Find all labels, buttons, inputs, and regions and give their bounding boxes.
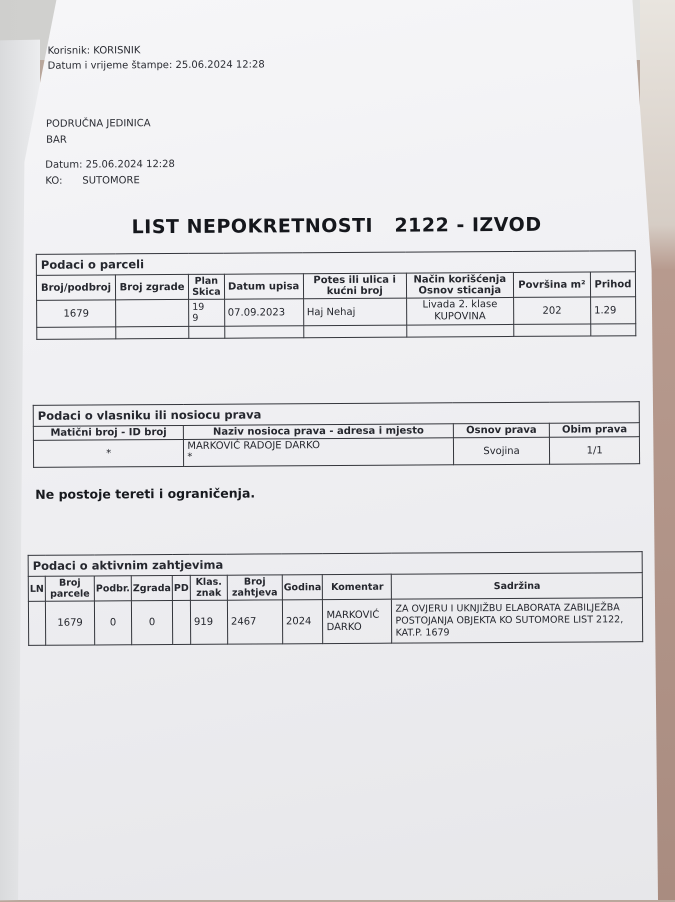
owner-name-cell: [184, 438, 454, 467]
parcel-prihod: 1.29: [590, 297, 635, 324]
parcel-nacin-cell: [406, 297, 513, 325]
req-godina: 2024: [282, 600, 323, 644]
col-podbr: Podbr.: [94, 576, 131, 601]
col-naziv: Naziv nosioca prava - adresa i mjesto: [184, 424, 453, 440]
col-maticni: Matični broj - ID broj: [33, 425, 183, 440]
col-klas: Klas. znak: [190, 575, 227, 600]
col-nacin: Način korišćenja Osnov sticanja: [406, 272, 513, 298]
col-broj-zahtjeva: Broj zahtjeva: [227, 575, 282, 600]
req-sadrzina: ZA OVJERU I UKNJIŽBU ELABORATA ZABILJEŽBA POSTOJANJA OBJEKTA KO SUTOMORE LIST 2122, KAT.P. 1679: [392, 598, 643, 644]
parcel-zgrada: [116, 299, 189, 326]
owner-address: *: [187, 451, 193, 463]
parcel-povrsina: 202: [513, 297, 590, 324]
req-klas: 919: [190, 600, 227, 644]
parcel-datum: 07.09.2023: [224, 299, 303, 326]
req-komentar: MARKOVIĆ DARKO: [323, 599, 392, 643]
owner-name: MARKOVIĆ RADOJE DARKO: [187, 440, 321, 452]
col-zgrada: Broj zgrade: [115, 274, 188, 299]
table-row-empty: [37, 324, 636, 340]
owner-section-title: Podaci o vlasniku ili nosiocu prava: [33, 402, 639, 427]
col-plan-skica: Plan Skica: [189, 274, 225, 299]
page-title: LIST NEPOKRETNOSTI 2122 - IZVOD: [131, 213, 542, 239]
parcel-potes: Haj Nehaj: [303, 298, 406, 326]
table-row: [33, 437, 639, 468]
parcel-section-title: Podaci o parceli: [36, 251, 635, 276]
col-povrsina: Površina m²: [513, 272, 590, 297]
no-burdens-note: Ne postoje tereti i ograničenja.: [35, 485, 256, 502]
col-komentar: Komentar: [323, 574, 392, 599]
owner-obim: 1/1: [550, 437, 640, 465]
print-timestamp: Datum i vrijeme štampe: 25.06.2024 12:28: [47, 59, 265, 72]
col-broj-parcele: Broj parcele: [45, 576, 94, 601]
unit-value: BAR: [46, 134, 67, 146]
requests-section-title: Podaci o aktivnim zahtjevima: [28, 552, 642, 577]
req-zahtjev: 2467: [227, 600, 282, 644]
requests-table: [28, 551, 644, 646]
req-pd: [172, 600, 190, 644]
col-sadrzina: Sadržina: [392, 573, 643, 600]
parcel-plan-skica: 19 9: [189, 299, 225, 326]
col-broj: Broj/podbroj: [36, 275, 115, 300]
req-podbr: 0: [94, 601, 131, 645]
col-pd: PD: [172, 575, 190, 600]
parcel-osnov: KUPOVINA: [434, 311, 486, 323]
owner-table: [33, 401, 640, 468]
owner-id: *: [33, 439, 183, 467]
col-godina: Godina: [282, 575, 323, 600]
col-ln: LN: [28, 576, 45, 601]
parcel-broj: 1679: [37, 300, 116, 327]
ko-value: SUTOMORE: [82, 175, 140, 187]
col-datum: Datum upisa: [224, 274, 303, 299]
table-row: [28, 598, 642, 646]
parcel-nacin: Livada 2. klase: [422, 299, 498, 311]
req-parcela: 1679: [45, 601, 94, 645]
req-zgrada: 0: [131, 601, 172, 645]
parcel-table: [36, 250, 637, 340]
table-row: [37, 297, 636, 328]
req-ln: [28, 601, 45, 645]
date-line: Datum: 25.06.2024 12:28: [45, 159, 175, 171]
owner-osnov: Svojina: [453, 437, 550, 465]
col-potes: Potes ili ulica i kućni broj: [303, 273, 406, 299]
unit-label: PODRUČNA JEDINICA: [45, 118, 151, 130]
ko-label: KO:: [45, 175, 63, 187]
col-obim-prava: Obim prava: [550, 423, 640, 438]
user-line: Korisnik: KORISNIK: [47, 45, 141, 57]
col-zgrada-req: Zgrada: [131, 576, 172, 601]
col-prihod: Prihod: [590, 272, 635, 297]
col-osnov-prava: Osnov prava: [453, 423, 550, 438]
